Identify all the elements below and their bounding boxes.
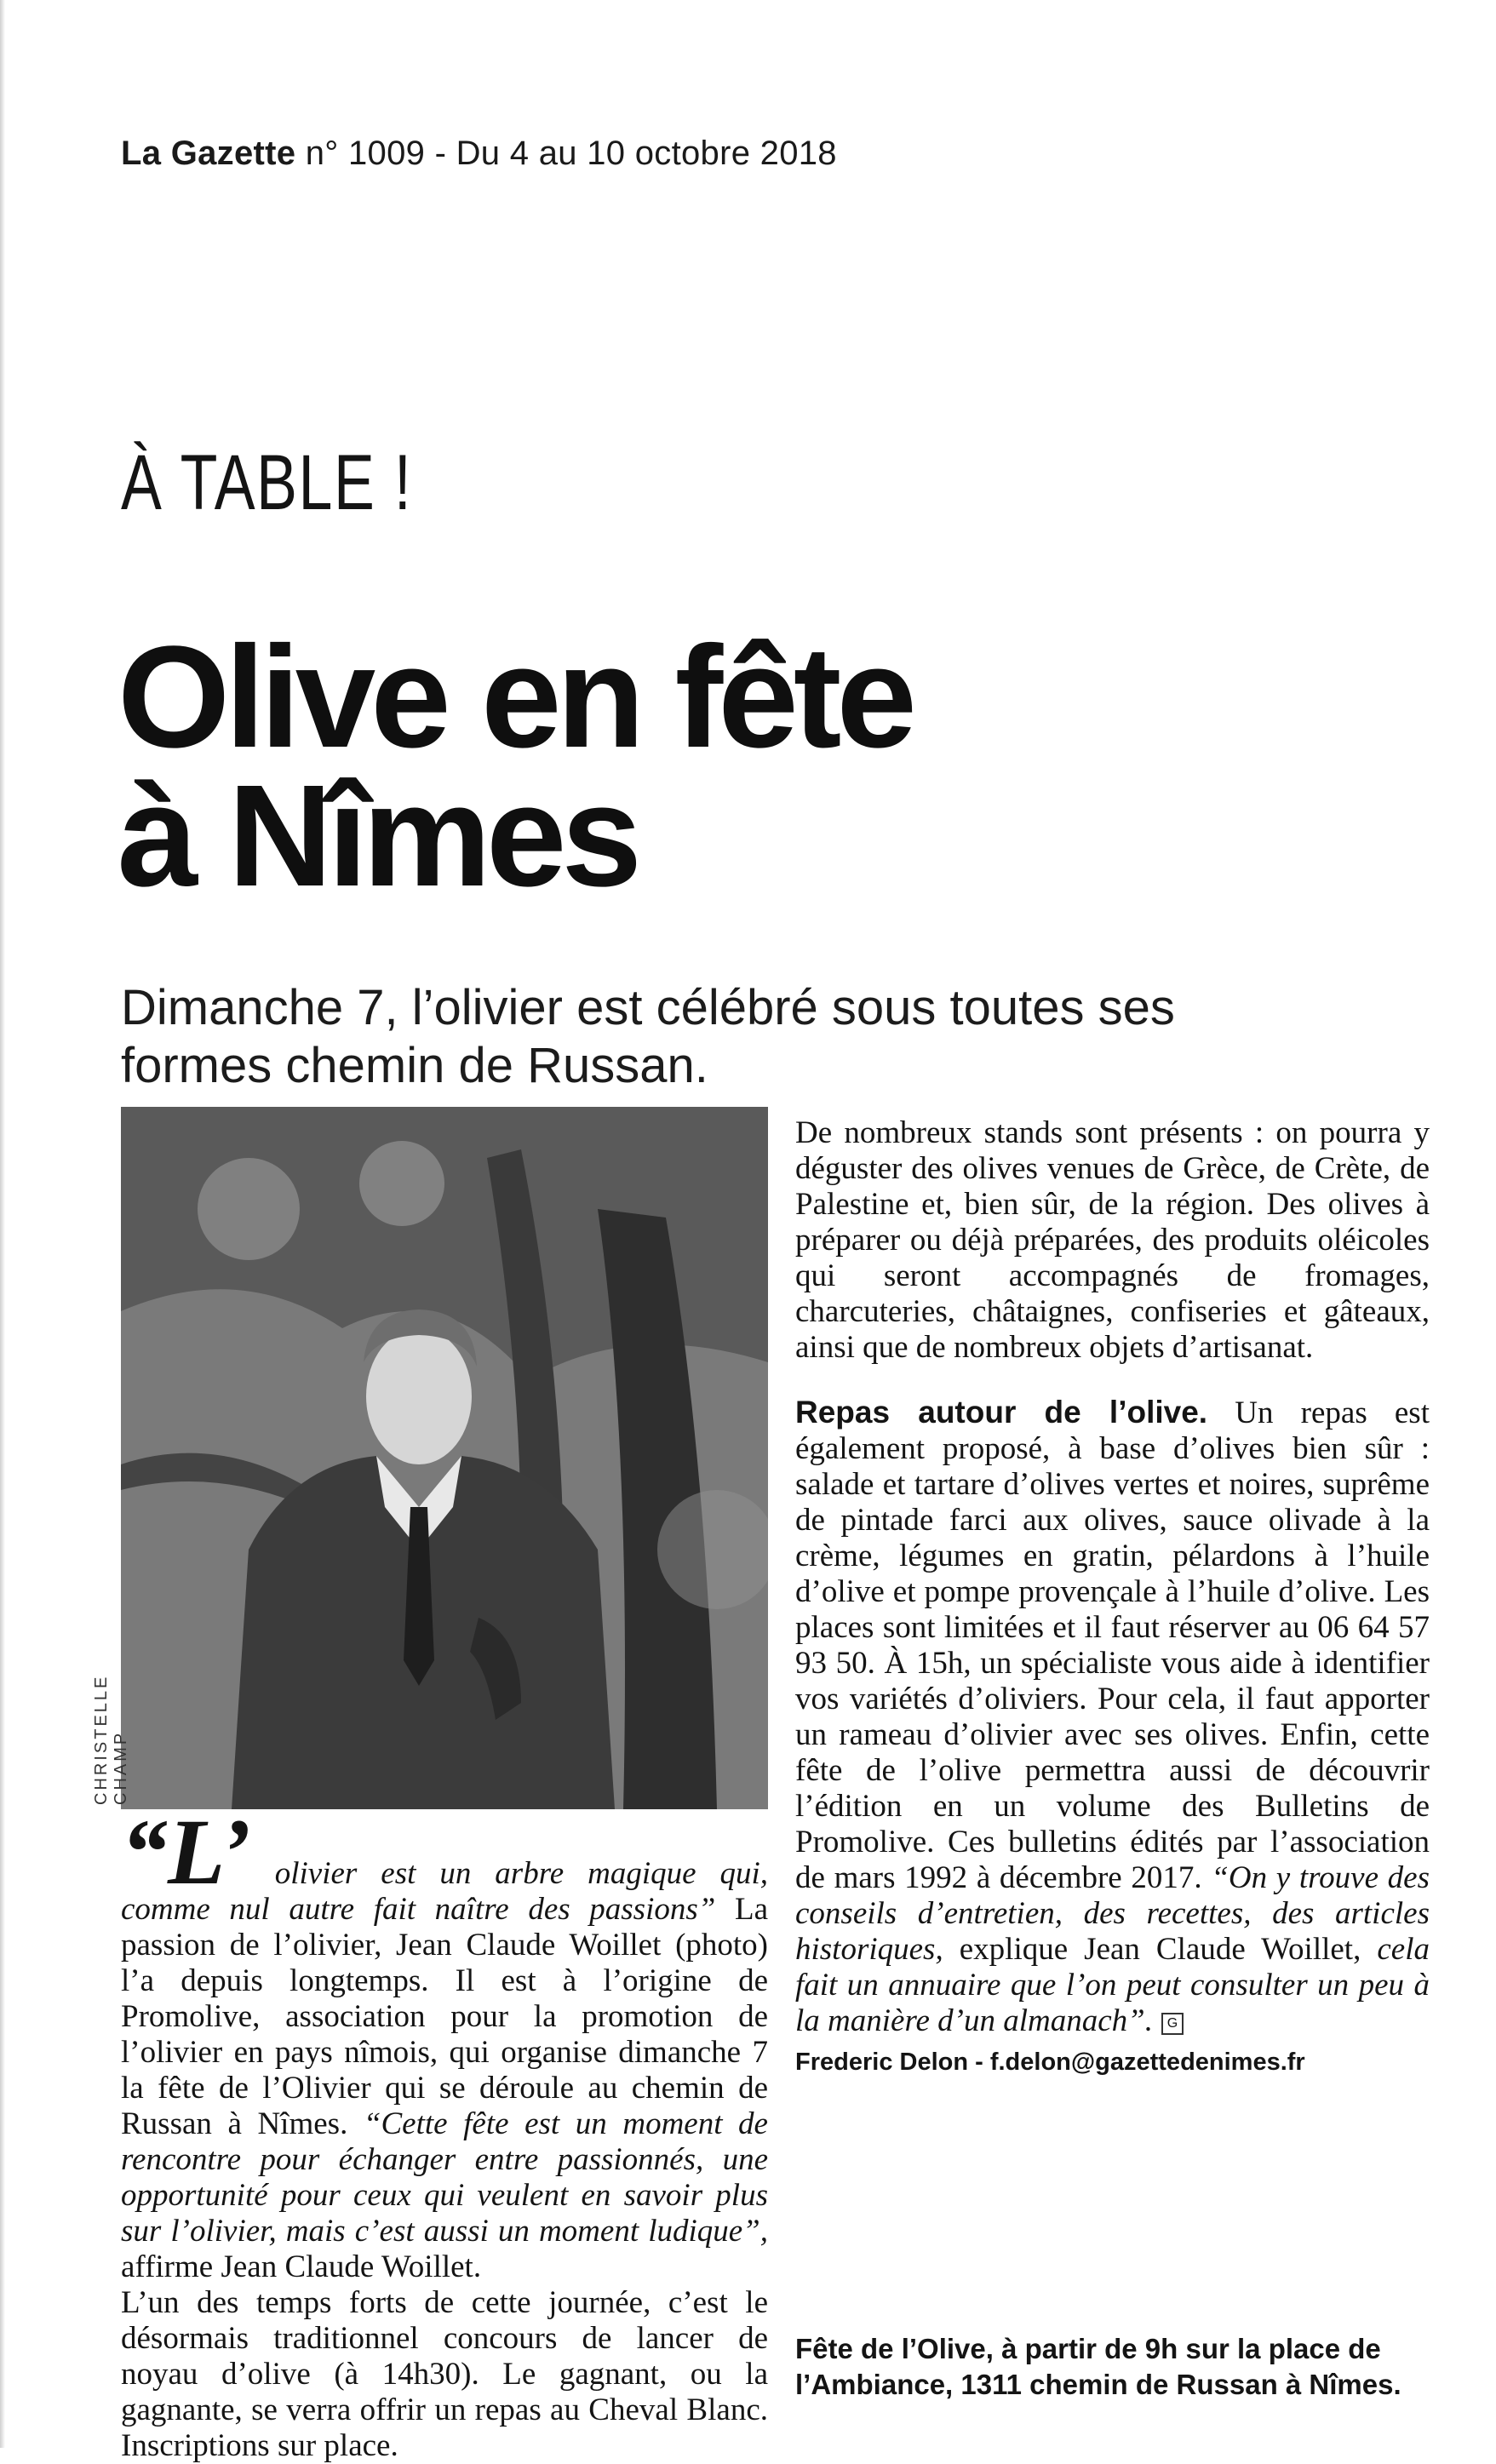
paragraph-concours: L’un des temps forts de cette journée, c’est le désormais traditionnel concours de lancer de noyau d’olive (à 14h30). Le gagnant, ou la gagnante, se verra offrir un repas au Cheval Blanc. Inscriptions sur place. (121, 2285, 768, 2463)
lead-quote-2: “Cette fête est un moment de rencontre pour échanger entre passionnés, une opportunité pour ceux qui veulent en savoir plus sur l’olivier, mais c’est aussi un moment ludique”, (121, 2106, 768, 2249)
masthead-line (121, 135, 837, 173)
title-line-1: Olive en fête (118, 616, 912, 778)
repas-mid: explique Jean Claude Woillet, (943, 1932, 1378, 1967)
article-column-right (795, 1115, 1430, 2080)
repas-quote-2: cela fait un annuaire que l’on peut consulter un peu à la manière d’un almanach”. (795, 1932, 1430, 2038)
publication-name: La Gazette (121, 135, 296, 172)
article-column-left (121, 1800, 769, 2464)
event-info-box: Fête de l’Olive, à partir de 9h sur la place de l’Ambiance, 1311 chemin de Russan à Nîmes. (795, 2333, 1401, 2400)
lead-text: La passion de l’olivier, Jean Claude Woillet (photo) l’a depuis longtemps. Il est à l’origine de Promolive, association pour la promotion de l’olivier en pays nîmois, qui organise dimanche 7 la fête de l’Olivier qui se déroule au chemin de Russan à Nîmes. (121, 1892, 769, 2141)
drop-cap-quote: “L’ (121, 1800, 251, 1904)
issue-info: n° 1009 - Du 4 au 10 octobre 2018 (305, 135, 837, 172)
repas-quote: “On y trouve des conseils d’entretien, des recettes, des articles historiques, (795, 1860, 1430, 1967)
paragraph-repas (795, 1395, 1430, 2039)
gazette-end-icon: G (1161, 2013, 1184, 2035)
title-line-2: à Nîmes (118, 755, 638, 917)
article-byline: Frederic Delon - f.delon@gazettedenimes.fr (795, 2049, 1305, 2076)
article-subtitle: Dimanche 7, l’olivier est célébré sous toutes ses formes chemin de Russan. (121, 980, 1175, 1093)
article-title (118, 616, 912, 917)
lead-end: affirme Jean Claude Woillet. (121, 2249, 482, 2284)
article-photo (121, 1107, 768, 1809)
lead-quote: olivier est un arbre magique qui, comme nul autre fait naître des passions” (121, 1856, 769, 1927)
paragraph-stands: De nombreux stands sont présents : on pourra y déguster des olives venues de Grèce, de Crète, de Palestine et, bien sûr, de la région. Des olives à préparer ou déjà préparées, des produits oléicoles qui seront accompagnés de fromages, charcuteries, châtaignes, confiseries et gâteaux, ainsi que de nombreux objets d’artisanat. (795, 1115, 1430, 1365)
page-edge-shadow (0, 0, 5, 2448)
photo-credit: CHRISTELLE CHAMP (92, 1674, 130, 1805)
repas-body: Un repas est également proposé, à base d’olives bien sûr : salade et tartare d’olives vertes et noires, suprême de pintade farci aux olives, sauce olivade à la crème, légumes en gratin, pélardons à l’huile d’olive et pompe provençale à l’huile d’olive. Les places sont limitées et il faut réserver au 06 64 57 93 50. À 15h, un spécialiste vous aide à identifier vos variétés d’oliviers. Pour cela, il faut apporter un rameau d’olivier avec ses olives. Enfin, cette fête de l’olive permettra aussi de découvrir l’édition en un volume des Bulletins de Promolive. Ces bulletins édités par l’association de mars 1992 à décembre 2017. (795, 1395, 1430, 1895)
article-lead-paragraph (121, 1800, 769, 2285)
photo-illustration (121, 1107, 768, 1809)
subheading-repas: Repas autour de l’olive. (795, 1395, 1208, 1430)
section-rubric: À TABLE ! (121, 439, 413, 526)
